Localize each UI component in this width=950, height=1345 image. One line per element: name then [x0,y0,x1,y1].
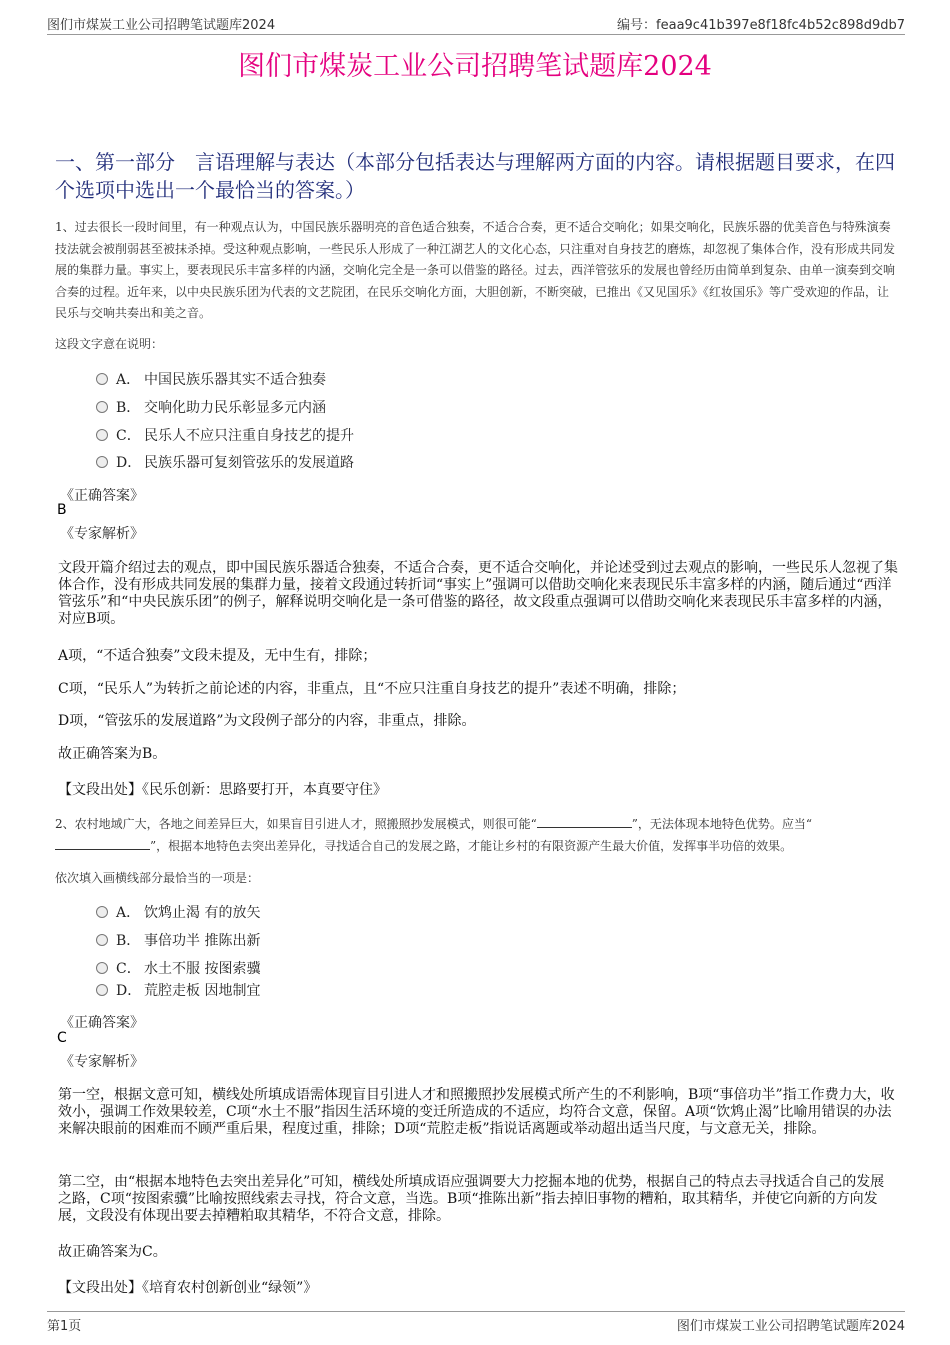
q1-option-d[interactable]: D． 民族乐器可复刻管弦乐的发展道路 [96,453,354,473]
document-title: 图们市煤炭工业公司招聘笔试题库2024 [238,51,712,82]
q2-analysis-para: 第二空，由“根据本地特色去突出差异化”可知，横线处所填成语应强调要大力挖掘本地的优势，根据自己的特点去寻找适合自己的发展之路，C项“按图索骥”比喻按照线索去寻找，符合文意，当选。B项“推陈出新”指去掉旧事物的糟粕，取其精华，并使它向新的方向发展，文段没有体现出要去掉糟粕取其精华，不符合文意，排除。 [58,1174,885,1224]
section-heading: 一、第一部分 言语理解与表达（本部分包括表达与理解两方面的内容。请根据题目要求，在四个选项中选出一个最恰当的答案。） [55,150,895,202]
q2-analysis-para: 第一空，根据文意可知，横线处所填成语需体现盲目引进人才和照搬照抄发展模式所产生的不利影响，B项“事倍功半”指工作费力大，收效小，强调工作效果较差，C项“水土不服”指因生活环境的变迁所造成的不适应，均符合文意，保留。A项“饮鸩止渴”比喻用错误的办法来解决眼前的困难而不顾严重后果，程度过重，排除；D项“荒腔走板”指说话离题或举动超出适当尺度，与文意无关，排除。 [58,1087,895,1137]
q2-prompt: 依次填入画横线部分最恰当的一项是： [55,871,260,885]
page-footer [47,1311,905,1334]
footer-title: 图们市煤炭工业公司招聘笔试题库2024 [676,1319,905,1334]
radio-icon[interactable] [96,429,108,441]
q2-analysis-para: 故正确答案为C。 [58,1244,167,1260]
q2-answer: C [57,1030,67,1046]
page-header [47,14,905,35]
q1-passage: 1、过去很长一段时间里，有一种观点认为，中国民族乐器明亮的音色适合独奏，不适合合奏，更不适合交响化；如果交响化，民族乐器的优美音色与特殊演奏技法就会被削弱甚至被抹杀掉。受这种观点影响，一些民乐人形成了一种江湖艺人的文化心态，只注重对自身技艺的磨炼，却忽视了集体合作，没有形成共同发展的集群力量。事实上，要表现民乐丰富多样的内涵，交响化完全是一条可以借鉴的路径。过去，西洋管弦乐的发展也曾经历由简单到复杂、由单一演奏到交响合奏的过程。近年来，以中央民族乐团为代表的文艺院团，在民乐交响化方面，大胆创新，不断突破，已推出《又见国乐》《红妆国乐》等广受欢迎的作品，让民乐与交响共奏出和美之音。 [55,220,896,320]
q2-analysis-label: 《专家解析》 [60,1054,144,1070]
q1-option-c[interactable]: C． 民乐人不应只注重自身技艺的提升 [96,426,354,446]
q2-option-d[interactable]: D． 荒腔走板 因地制宜 [96,981,260,1001]
header-left-title: 图们市煤炭工业公司招聘笔试题库2024 [47,18,276,33]
q1-analysis-para: C项，“民乐人”为转折之前论述的内容，非重点，且“不应只注重自身技艺的提升”表述不明确，排除； [58,681,686,697]
radio-icon[interactable] [96,456,108,468]
radio-icon[interactable] [96,906,108,918]
q1-answer: B [57,502,67,518]
q1-prompt: 这段文字意在说明： [55,337,164,351]
radio-icon[interactable] [96,984,108,996]
q1-analysis-para: 故正确答案为B。 [58,746,167,762]
q1-analysis-para: D项，“管弦乐的发展道路”为文段例子部分的内容，非重点，排除。 [58,713,476,729]
header-doc-number: 编号：feaa9c41b397e8f18fc4b52c898d9db7 [617,18,905,33]
q1-analysis-para: A项，“不适合独奏”文段未提及，无中生有，排除； [58,648,377,664]
q1-source: 【文段出处】《民乐创新：思路要打开，本真要守住》 [58,782,387,798]
q1-analysis-para: 文段开篇介绍过去的观点，即中国民族乐器适合独奏，不适合合奏，更不适合交响化，并论述受到过去观点的影响，一些民乐人忽视了集体合作，没有形成共同发展的集群力量，接着文段通过转折词“事实上”强调可以借助交响化来表现民乐丰富多样的内涵，随后通过“西洋管弦乐”和“中央民族乐团”的例子，解释说明交响化是一条可借鉴的路径，故文段重点强调可以借助交响化来表现民乐丰富多样的内涵，对应B项。 [58,560,898,627]
q2-answer-label: 《正确答案》 [60,1015,144,1031]
radio-icon[interactable] [96,373,108,385]
q1-analysis-label: 《专家解析》 [60,526,144,542]
q2-option-a[interactable]: A． 饮鸩止渴 有的放矢 [96,903,260,923]
radio-icon[interactable] [96,401,108,413]
q2-option-b[interactable]: B． 事倍功半 推陈出新 [96,931,260,951]
page-number: 第1页 [47,1319,82,1334]
radio-icon[interactable] [96,962,108,974]
q2-source: 【文段出处】《培育农村创新创业“绿领”》 [58,1280,318,1296]
q2-passage: 2、农村地域广大，各地之间差异巨大，如果盲目引进人才，照搬照抄发展模式，则很可能“ ”，无法体现本地特色优势。应当“”，根据本地特色去突出差异化，寻找适合自己的发展之路，才能让乡村的有限资源产生最大价值，发挥事半功倍的效果。 [55,817,813,853]
radio-icon[interactable] [96,934,108,946]
fill-blank[interactable] [537,816,632,828]
q1-answer-label: 《正确答案》 [60,488,144,504]
q1-option-b[interactable]: B． 交响化助力民乐彰显多元内涵 [96,398,326,418]
fill-blank[interactable] [55,838,150,850]
q1-option-a[interactable]: A． 中国民族乐器其实不适合独奏 [96,370,326,390]
q2-option-c[interactable]: C． 水土不服 按图索骥 [96,959,260,979]
